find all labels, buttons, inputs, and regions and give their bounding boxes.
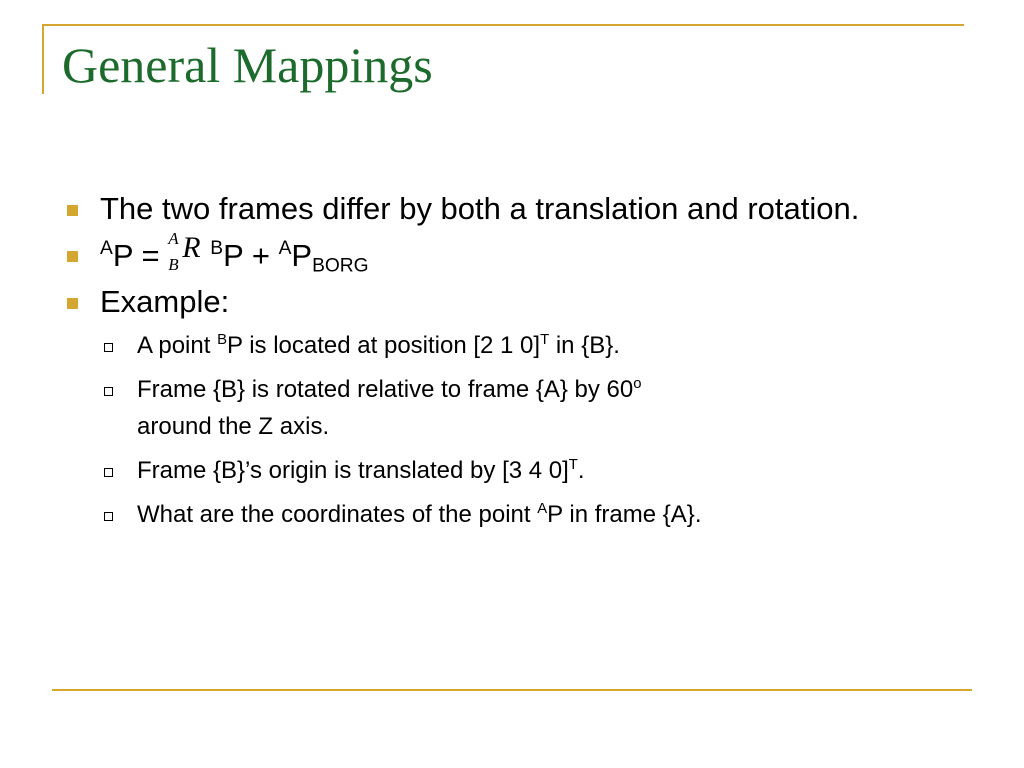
- transpose-superscript: T: [568, 456, 578, 473]
- bullet-example: [60, 281, 940, 323]
- sub-bullet-point-position: [60, 327, 940, 364]
- bullet-equation: [60, 229, 940, 277]
- square-bullet-icon: [67, 251, 78, 262]
- frame-superscript: A: [537, 500, 548, 517]
- sub-text-a: What are the coordinates of the point: [137, 501, 538, 528]
- equation-lhs: P =: [112, 238, 160, 273]
- translation-letter: P: [291, 238, 313, 273]
- frame-top-rule: [42, 24, 964, 26]
- bullet-text: Example:: [100, 284, 230, 319]
- bullet-translation-rotation: [60, 188, 940, 230]
- sub-text-a: Frame {B}’s origin is translated by [3 4 0]: [137, 457, 569, 484]
- sub-text-b: around the Z axis.: [137, 413, 330, 440]
- equation-point: P +: [223, 238, 270, 273]
- sub-text-a: A point: [137, 332, 218, 359]
- bullet-text: The two frames differ by both a translation and rotation.: [100, 191, 860, 226]
- rotation-matrix-symbol: [168, 229, 210, 276]
- translation-subscript: BORG: [312, 255, 369, 277]
- point-superscript: B: [210, 238, 224, 260]
- sub-bullet-translation: [60, 452, 940, 489]
- sub-bullet-question: [60, 496, 940, 533]
- frame-bottom-rule: [52, 689, 972, 691]
- hollow-square-bullet-icon: [104, 512, 113, 521]
- rotation-subscript: B: [168, 255, 179, 274]
- sub-text-a: Frame {B} is rotated relative to frame {A} by 60: [137, 376, 634, 403]
- degree-superscript: o: [633, 375, 642, 392]
- square-bullet-icon: [67, 205, 78, 216]
- hollow-square-bullet-icon: [104, 387, 113, 396]
- slide-title: General Mappings: [62, 37, 433, 93]
- sub-superscript-2: T: [540, 331, 550, 348]
- sub-superscript-1: B: [217, 331, 227, 348]
- sub-text-b: .: [577, 457, 585, 484]
- rotation-superscript: A: [168, 229, 179, 248]
- frame-left-rule: [42, 24, 44, 94]
- equation-lhs-superscript: A: [100, 238, 113, 260]
- rotation-letter: R: [182, 231, 201, 264]
- square-bullet-icon: [67, 298, 78, 309]
- sub-bullet-rotation: [60, 371, 940, 445]
- sub-text-b: P in frame {A}.: [547, 501, 702, 528]
- sub-text-b: P is located at position [2 1 0]: [226, 332, 541, 359]
- hollow-square-bullet-icon: [104, 468, 113, 477]
- translation-superscript: A: [278, 238, 292, 260]
- slide-content: [60, 188, 940, 540]
- hollow-square-bullet-icon: [104, 343, 113, 352]
- sub-text-c: in {B}.: [549, 332, 620, 359]
